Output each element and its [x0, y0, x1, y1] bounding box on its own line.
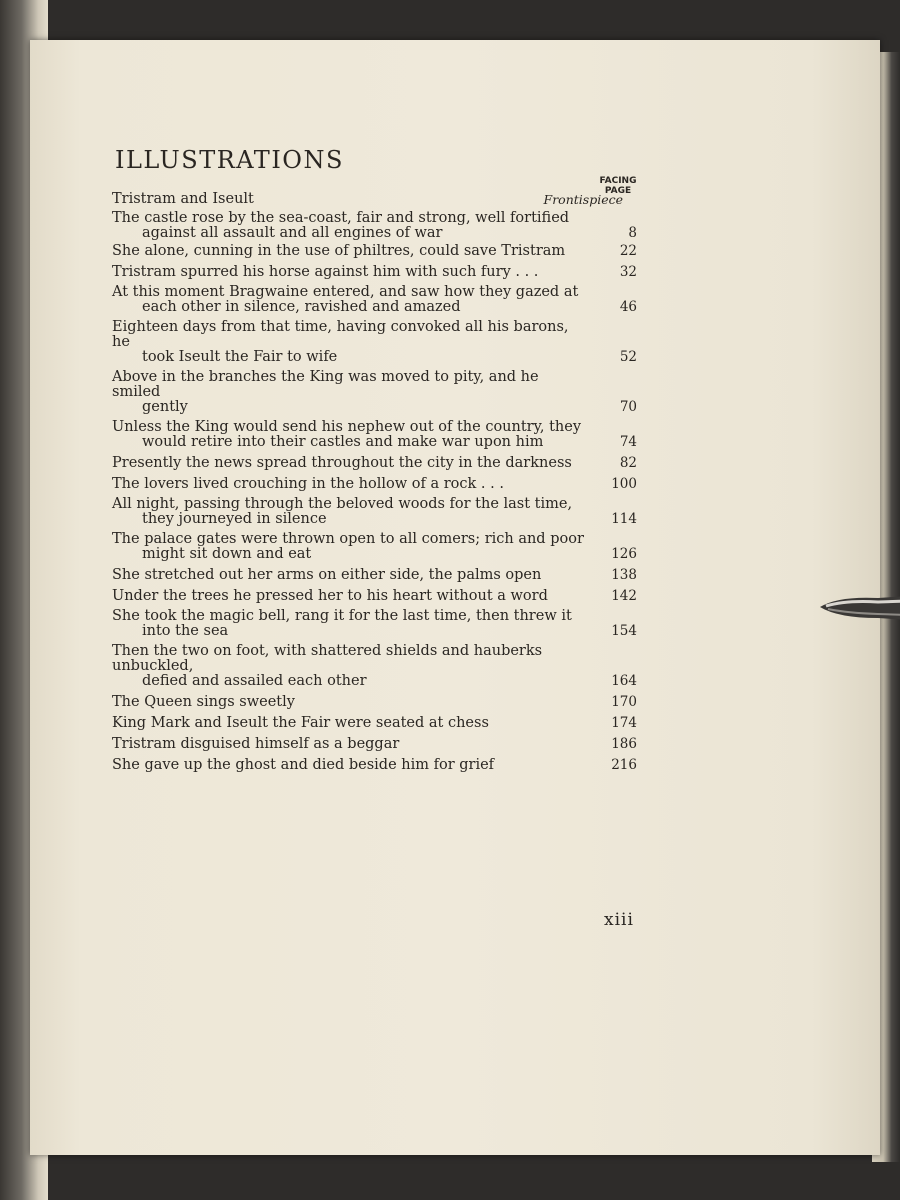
page-folio: xiii: [604, 910, 634, 930]
page-number: 46: [619, 299, 637, 315]
caption-line: would retire into their castles and make war upon him: [142, 434, 544, 450]
page-number: 82: [619, 455, 637, 471]
illustration-entry: [112, 370, 637, 415]
illustration-caption: [112, 589, 597, 604]
illustration-entry: [112, 455, 637, 471]
illustration-caption: [112, 695, 597, 710]
frontispiece-label: Frontispiece: [543, 192, 623, 207]
caption-line: She stretched out her arms on either side, the palms open: [112, 567, 542, 583]
page-number: 114: [611, 511, 637, 527]
illustration-entry: [112, 609, 637, 639]
illustrations-list: [112, 192, 637, 778]
illustration-entry: [112, 243, 637, 259]
illustration-entry: [112, 211, 637, 241]
caption-line: All night, passing through the beloved woods for the last time,: [112, 496, 573, 512]
caption-line: She took the magic bell, rang it for the last time, then threw it: [112, 608, 572, 624]
pen-clip-object: [818, 592, 900, 624]
caption-line: Unless the King would send his nephew out of the country, they: [112, 419, 582, 435]
illustration-caption: [112, 477, 597, 492]
illustration-entry: [112, 757, 637, 773]
illustration-caption: [112, 716, 597, 731]
page-number: 174: [611, 715, 637, 731]
illustration-entry: [112, 532, 637, 562]
illustration-caption: [112, 737, 597, 752]
illustration-entry: [112, 567, 637, 583]
caption-line: She gave up the ghost and died beside him for grief: [112, 757, 495, 773]
caption-line: At this moment Bragwaine entered, and saw how they gazed at: [112, 284, 579, 300]
illustration-entry: [112, 420, 637, 450]
illustration-entry: [112, 694, 637, 710]
illustration-caption: [112, 497, 597, 527]
illustration-caption: [112, 244, 597, 259]
page-number: 74: [619, 434, 637, 450]
illustration-caption: [112, 211, 597, 241]
illustration-caption: [112, 758, 597, 773]
illustration-caption: [112, 644, 597, 689]
caption-line: She alone, cunning in the use of philtres, could save Tristram: [112, 243, 566, 259]
caption-line: The Queen sings sweetly: [112, 694, 295, 710]
caption-line: against all assault and all engines of war: [142, 225, 443, 241]
page-number: 216: [611, 757, 637, 773]
caption-line: Under the trees he pressed her to his heart without a word: [112, 588, 548, 604]
illustration-entry: [112, 476, 637, 492]
caption-line: Then the two on foot, with shattered shields and hauberks unbuckled,: [112, 643, 543, 674]
page-number: 154: [611, 623, 637, 639]
illustration-entry: [112, 715, 637, 731]
page-number: 22: [619, 243, 637, 259]
caption-line: took Iseult the Fair to wife: [142, 349, 338, 365]
page-number: 164: [611, 673, 637, 689]
illustration-entry: [112, 285, 637, 315]
caption-line: gently: [142, 399, 188, 415]
caption-line: Tristram spurred his horse against him with such fury . . .: [112, 264, 539, 280]
illustration-caption: [112, 285, 597, 315]
illustration-entry: [112, 192, 637, 207]
illustration-entry: [112, 497, 637, 527]
caption-line: Tristram and Iseult: [112, 191, 254, 207]
illustration-entry: [112, 320, 637, 365]
page-number: 142: [611, 588, 637, 604]
caption-line: Above in the branches the King was moved to pity, and he smiled: [112, 369, 539, 400]
page-number: 8: [628, 225, 637, 241]
page-number: 138: [611, 567, 637, 583]
caption-line: might sit down and eat: [142, 546, 312, 562]
caption-line: they journeyed in silence: [142, 511, 327, 527]
caption-line: Presently the news spread throughout the city in the darkness: [112, 455, 572, 471]
caption-line: King Mark and Iseult the Fair were seated at chess: [112, 715, 489, 731]
illustration-caption: [112, 370, 597, 415]
caption-line: each other in silence, ravished and amazed: [142, 299, 461, 315]
caption-line: defied and assailed each other: [142, 673, 367, 689]
illustration-caption: [112, 265, 597, 280]
page-title: ILLUSTRATIONS: [115, 146, 344, 174]
caption-line: Eighteen days from that time, having convoked all his barons, he: [112, 319, 569, 350]
facing-label: FACING: [599, 176, 637, 186]
caption-line: Tristram disguised himself as a beggar: [112, 736, 400, 752]
illustration-caption: [112, 456, 597, 471]
page-number: 70: [619, 399, 637, 415]
page-number: 32: [619, 264, 637, 280]
illustration-caption: [112, 320, 597, 365]
illustration-caption: [112, 532, 597, 562]
illustration-entry: [112, 588, 637, 604]
caption-line: The lovers lived crouching in the hollow of a rock . . .: [112, 476, 504, 492]
caption-line: The castle rose by the sea-coast, fair and strong, well fortified: [112, 210, 570, 226]
illustration-entry: [112, 644, 637, 689]
illustration-caption: [112, 609, 597, 639]
page-number: 100: [611, 476, 637, 492]
page-number: 126: [611, 546, 637, 562]
illustration-caption: [112, 568, 597, 583]
caption-line: The palace gates were thrown open to all comers; rich and poor: [112, 531, 584, 547]
illustration-caption: [112, 420, 597, 450]
illustration-entry: [112, 736, 637, 752]
page-number: 186: [611, 736, 637, 752]
page-number: 170: [611, 694, 637, 710]
page-number: 52: [619, 349, 637, 365]
caption-line: into the sea: [142, 623, 229, 639]
page-label: PAGE: [604, 186, 632, 196]
illustration-caption: [112, 192, 544, 207]
illustration-entry: [112, 264, 637, 280]
